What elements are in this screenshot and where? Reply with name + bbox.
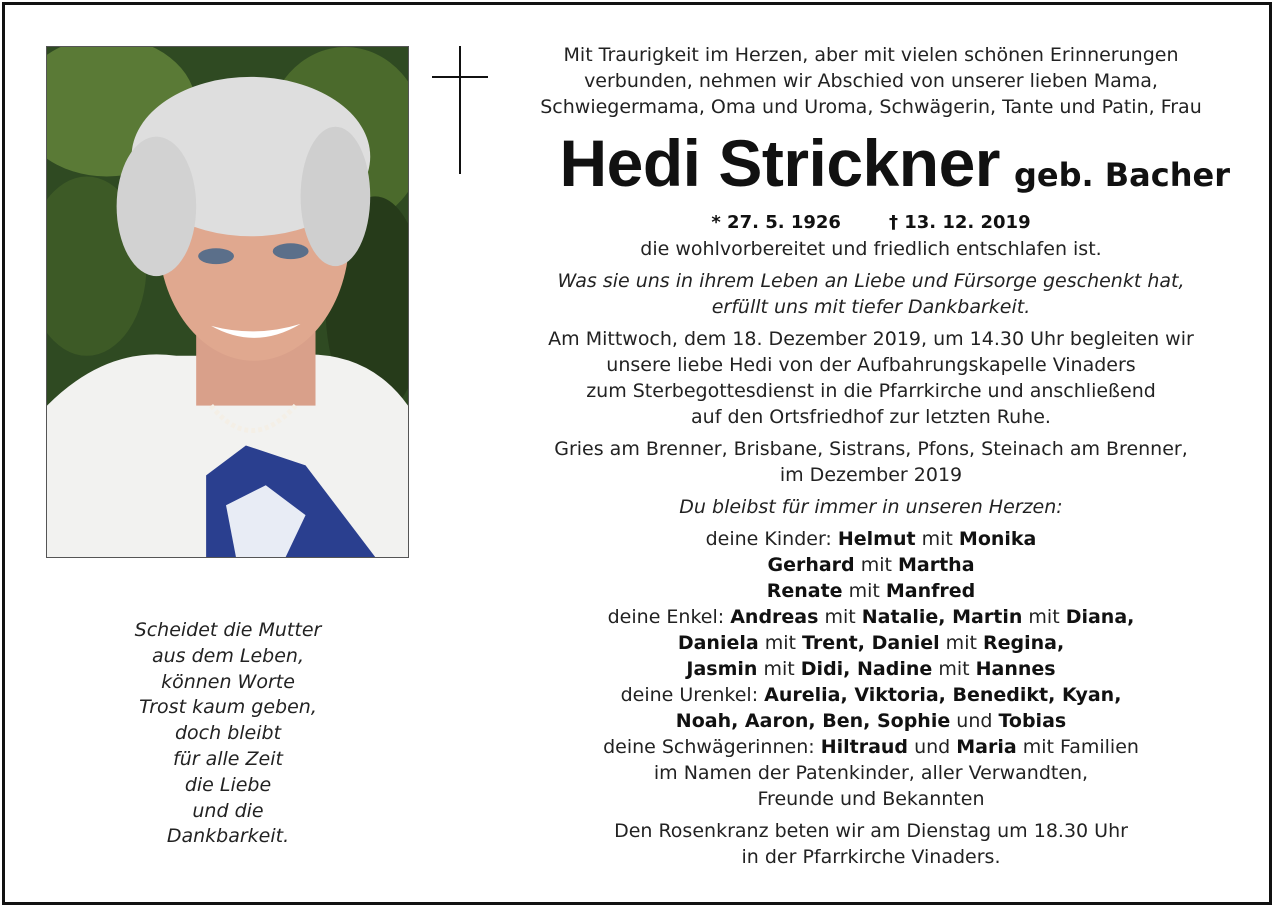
great-grandchildren-label: deine Urenkel:: [620, 684, 765, 706]
verse-line: für alle Zeit: [173, 747, 283, 770]
family-name: Regina,: [982, 632, 1065, 654]
life-dates: [500, 210, 1242, 236]
family-names: Aurelia, Viktoria, Benedikt, Kyan,: [764, 684, 1122, 706]
verse-line: aus dem Leben,: [151, 644, 305, 667]
family-name: Diana,: [1065, 606, 1135, 628]
family-name: Daniel: [864, 632, 940, 654]
children-label: deine Kinder:: [705, 528, 838, 550]
family-name: Martin: [945, 606, 1023, 628]
children-line: [500, 578, 1242, 604]
grandchildren-line: [500, 656, 1242, 682]
family-name: Jasmin: [686, 658, 758, 680]
family-name: Nadine: [850, 658, 933, 680]
family-name: Natalie,: [861, 606, 946, 628]
verse-line: doch bleibt: [174, 722, 282, 745]
funeral-line: zum Sterbegottesdienst in die Pfarrkirche und anschließend: [586, 380, 1156, 402]
also-mourning-line: im Namen der Patenkinder, aller Verwandten,: [653, 762, 1089, 784]
portrait-photo: [46, 46, 409, 558]
rosary-text: [500, 818, 1242, 870]
great-grandchildren-line: [500, 708, 1242, 734]
funeral-line: unsere liebe Hedi von der Aufbahrungskapelle Vinaders: [606, 354, 1136, 376]
sisters-in-law-line: [500, 734, 1242, 760]
places-line: im Dezember 2019: [779, 464, 963, 486]
gratitude-text: [500, 268, 1242, 320]
funeral-line: auf den Ortsfriedhof zur letzten Ruhe.: [691, 406, 1051, 428]
intro-line: verbunden, nehmen wir Abschied von unserer lieben Mama,: [584, 70, 1158, 92]
rosary-line: in der Pfarrkirche Vinaders.: [741, 846, 1001, 868]
maiden-name: geb. Bacher: [1013, 156, 1230, 194]
family-name: Daniela: [677, 632, 759, 654]
connector: mit: [1022, 606, 1066, 628]
family-name: Manfred: [885, 580, 976, 602]
intro-line: Mit Traurigkeit im Herzen, aber mit vielen schönen Erinnerungen: [563, 44, 1179, 66]
gratitude-line: Was sie uns in ihrem Leben an Liebe und Fürsorge geschenkt hat,: [557, 270, 1185, 292]
funeral-line: Am Mittwoch, dem 18. Dezember 2019, um 14.30 Uhr begleiten wir: [548, 328, 1194, 350]
also-mourning-line: Freunde und Bekannten: [757, 788, 985, 810]
children-line: [500, 526, 1242, 552]
family-name: Andreas: [730, 606, 819, 628]
family-name: Monika: [958, 528, 1037, 550]
verse-line: Scheidet die Mutter: [134, 619, 322, 641]
family-name: Renate: [766, 580, 843, 602]
passing-text: die wohlvorbereitet und friedlich entschlafen ist.: [640, 238, 1102, 260]
places-line: Gries am Brenner, Brisbane, Sistrans, Pfons, Steinach am Brenner,: [554, 438, 1188, 460]
family-name: Trent,: [802, 632, 865, 654]
places-text: [500, 436, 1242, 488]
family-name: Didi,: [800, 658, 851, 680]
verse-line: Dankbarkeit.: [166, 825, 290, 848]
funeral-text: [500, 326, 1242, 430]
connector: mit: [758, 632, 803, 654]
family-name: Hiltraud: [820, 736, 909, 758]
cross-icon: [432, 46, 488, 174]
family-names: Noah, Aaron, Ben, Sophie: [675, 710, 951, 732]
family-name: Martha: [897, 554, 975, 576]
forever-text: Du bleibst für immer in unseren Herzen:: [679, 496, 1063, 518]
death-date: † 13. 12. 2019: [888, 212, 1031, 233]
notice-text: [500, 40, 1242, 870]
connector: mit: [818, 606, 862, 628]
deceased-name: Hedi Strickner: [559, 126, 1000, 200]
family-name: Helmut: [837, 528, 916, 550]
great-grandchildren-line: [500, 682, 1242, 708]
grandchildren-line: [500, 630, 1242, 656]
birth-date: * 27. 5. 1926: [711, 212, 841, 233]
connector: mit: [842, 580, 886, 602]
connector: mit Familien: [1016, 736, 1139, 758]
family-list: [500, 526, 1242, 812]
family-name: Gerhard: [767, 554, 855, 576]
connector: mit: [915, 528, 959, 550]
connector: und: [908, 736, 957, 758]
connector: mit: [757, 658, 801, 680]
verse-line: können Worte: [161, 670, 295, 693]
sisters-in-law-label: deine Schwägerinnen:: [603, 736, 821, 758]
rosary-line: Den Rosenkranz beten wir am Dienstag um 18.30 Uhr: [614, 820, 1128, 842]
verse-line: und die: [192, 799, 264, 822]
grandchildren-line: [500, 604, 1242, 630]
gratitude-line: erfüllt uns mit tiefer Dankbarkeit.: [711, 296, 1031, 318]
deceased-name-row: [500, 124, 1242, 202]
verse-line: Trost kaum geben,: [139, 696, 317, 719]
verse-line: die Liebe: [184, 773, 272, 796]
intro-line: Schwiegermama, Oma und Uroma, Schwägerin, Tante und Patin, Frau: [540, 96, 1202, 118]
connector: mit: [932, 658, 976, 680]
children-line: [500, 552, 1242, 578]
family-name: Hannes: [975, 658, 1056, 680]
connector: mit: [854, 554, 898, 576]
connector: und: [950, 710, 999, 732]
family-name: Tobias: [998, 710, 1067, 732]
grandchildren-label: deine Enkel:: [607, 606, 731, 628]
family-name: Maria: [956, 736, 1017, 758]
connector: mit: [939, 632, 983, 654]
intro-text: [500, 42, 1242, 120]
memorial-verse: [98, 618, 358, 850]
